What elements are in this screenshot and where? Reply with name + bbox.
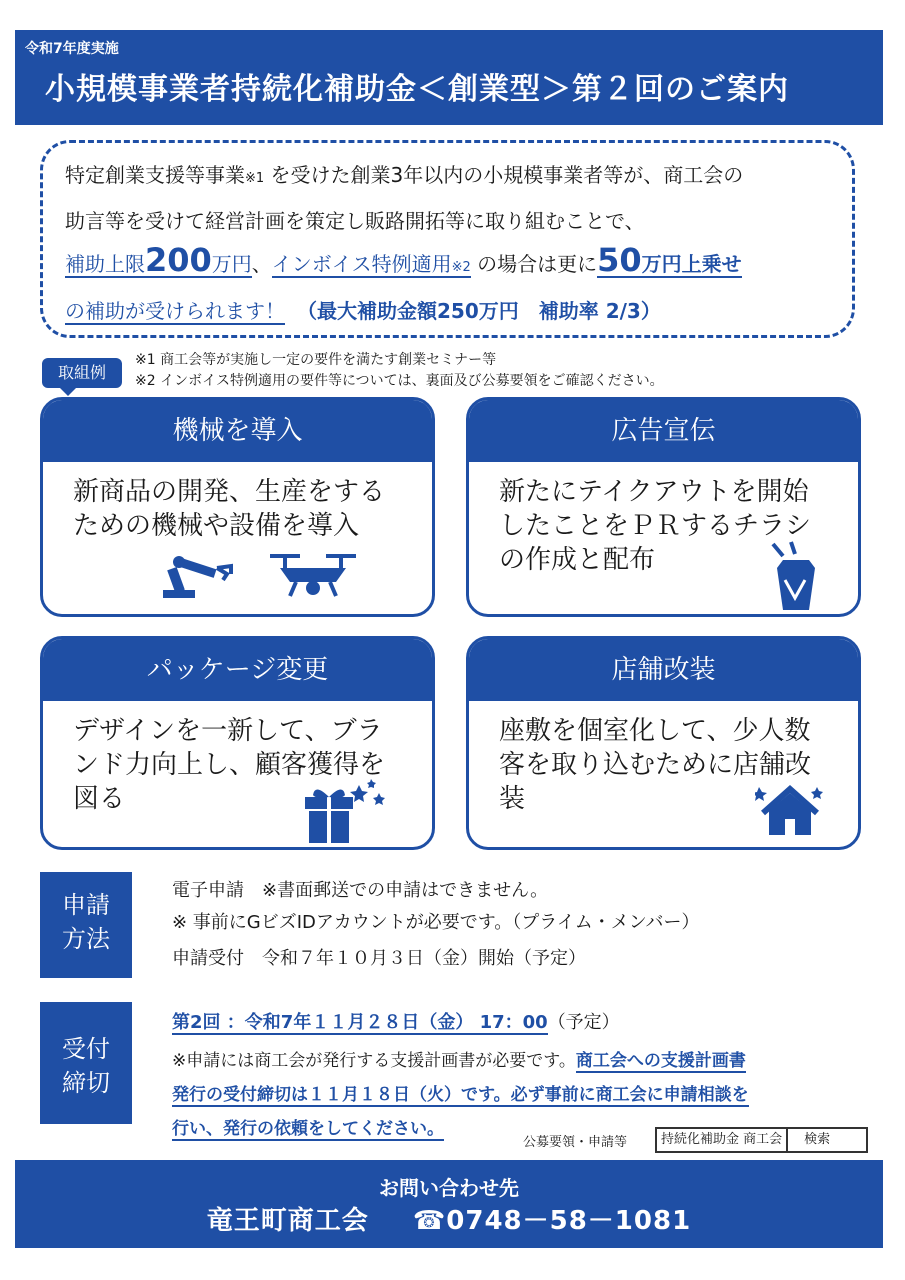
examples-tag: 取組例 (42, 358, 122, 388)
card-title: 店舗改装 (469, 639, 858, 701)
card-package (40, 636, 435, 850)
intro-line-4: の補助が受けられます！ （最大補助金額250万円 補助率 2/3） (65, 299, 661, 323)
search-keyword: 持続化補助金 商工会 (661, 1132, 783, 1147)
card-body: 新商品の開発、生産をするための機械や設備を導入 (73, 477, 386, 541)
card-title: 機械を導入 (43, 400, 432, 462)
card-renovation (466, 636, 861, 850)
card-machinery (40, 397, 435, 617)
card-body: 座敷を個室化して、少人数客を取り込むために店舗改装 (499, 716, 812, 814)
contact-line (15, 1200, 883, 1237)
search-box[interactable] (655, 1127, 868, 1153)
deadline-label: 受付 締切 (40, 1002, 132, 1124)
page-title: 小規模事業者持続化補助金＜創業型＞第２回のご案内 (45, 72, 789, 107)
deadline-line-4: 行い、発行の依頼をしてください。 (172, 1119, 444, 1139)
org-name: 竜王町商工会 (206, 1206, 369, 1236)
contact-footer (15, 1160, 883, 1248)
application-label: 申請 方法 (40, 872, 132, 978)
card-body: 新たにテイクアウトを開始したことをＰＲするチラシの作成と配布 (499, 477, 812, 575)
phone-icon: ☎ (412, 1206, 447, 1236)
card-title: 広告宣伝 (469, 400, 858, 462)
application-line-1: 電子申請 ※書面郵送での申請はできません。 (172, 880, 549, 901)
application-line-3: 申請受付 令和７年１０月３日（金）開始（予定） (172, 948, 586, 969)
intro-box (40, 140, 855, 338)
card-title: パッケージ変更 (43, 639, 432, 701)
year-label: 令和7年度実施 (25, 41, 119, 57)
robot-arm-icon (161, 550, 241, 604)
application-line-2: ※ 事前にGビズIDアカウントが必要です。（プライム・メンバー） (172, 912, 700, 933)
card-advertising (466, 397, 861, 617)
intro-line-2: 助言等を受けて経営計画を策定し販路開拓等に取り組むことで、 (65, 209, 645, 233)
house-icon (755, 781, 825, 841)
contact-label: お問い合わせ先 (379, 1176, 519, 1200)
header-banner (15, 30, 883, 125)
drone-icon (268, 548, 358, 608)
takeout-box-icon (771, 540, 821, 616)
intro-line-1: 特定創業支援等事業※1 を受けた創業3年以内の小規模事業者等が、商工会の (65, 163, 744, 187)
search-caption: 公募要領・申請等 (523, 1135, 628, 1150)
gift-box-icon (301, 779, 391, 849)
deadline-line-1: 第2回 ：令和7年１１月２８日（金） 17：00（予定） (172, 1012, 620, 1033)
footnote-2: ※2 インボイス特例適用の要件等については、裏面及び公募要領をご確認ください。 (135, 373, 664, 389)
footnote-1: ※1 商工会等が実施し一定の要件を満たす創業セミナー等 (135, 352, 497, 368)
card-body: デザインを一新して、ブランド力向上し、顧客獲得を図る (73, 716, 386, 814)
deadline-line-2: ※申請には商工会が発行する支援計画書が必要です。商工会への支援計画書 (172, 1051, 746, 1071)
deadline-line-3: 発行の受付締切は１１月１８日（火）です。必ず事前に商工会に申請相談を (172, 1085, 749, 1105)
intro-line-3: 補助上限200万円、インボイス特例適用※2 の場合は更に50万円上乗せ (65, 241, 742, 279)
search-button[interactable]: 検索 (786, 1129, 846, 1151)
phone-number: 0748－58－1081 (446, 1206, 692, 1236)
